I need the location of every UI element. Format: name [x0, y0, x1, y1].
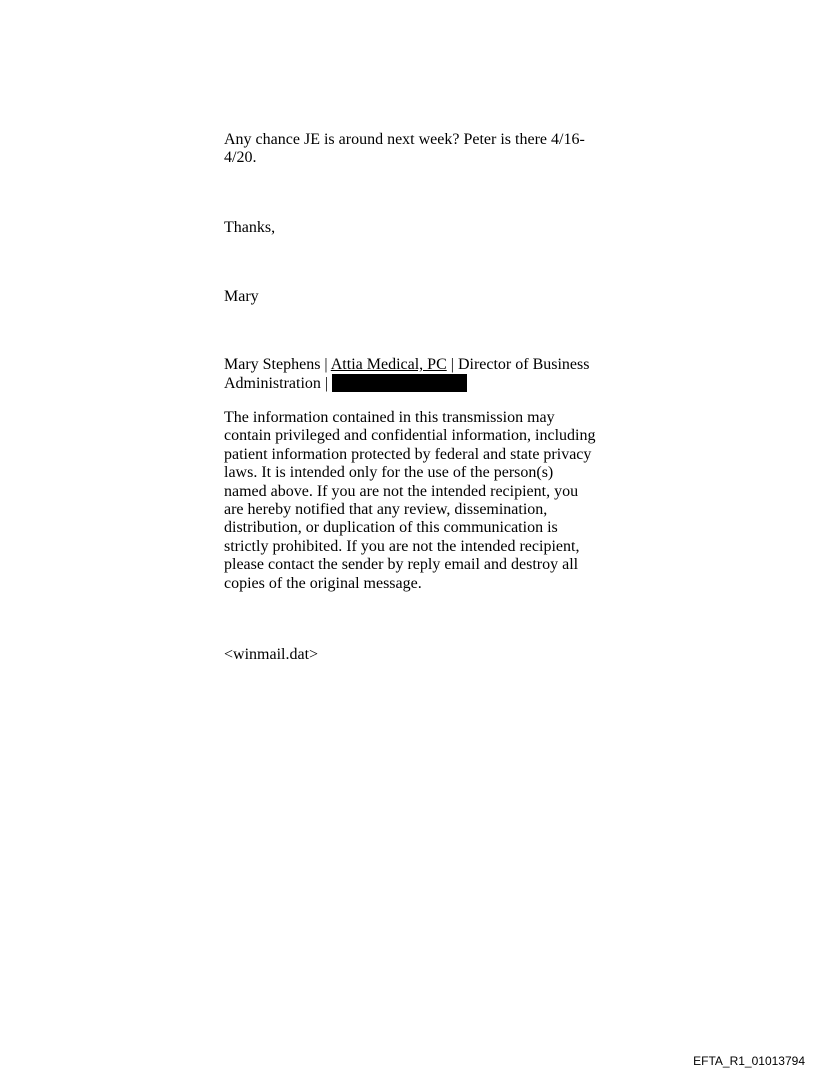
signature-person: Mary Stephens | [224, 356, 331, 373]
signature-title: Director of Business [457, 356, 590, 373]
closing-salutation: Thanks, [224, 219, 276, 236]
attachment-filename[interactable]: <winmail.dat> [224, 646, 319, 663]
email-body-message: Any chance JE is around next week? Peter is there 4/16-4/20. [224, 131, 585, 167]
signature-line-2 [224, 374, 596, 393]
email-signature [224, 356, 596, 394]
redaction-block [332, 374, 467, 392]
signature-title-continued: Administration | [224, 375, 333, 393]
document-id-stamp: EFTA_R1_01013794 [693, 1054, 805, 1068]
signature-line-1 [224, 356, 596, 374]
signature-separator: | [446, 356, 458, 373]
sender-first-name: Mary [224, 288, 259, 305]
company-link[interactable]: Attia Medical, PC [330, 356, 447, 373]
confidentiality-disclaimer: The information contained in this transmission may contain privileged and confidential information, including patient information protected by federal and state privacy laws. It is intended only for the use of the person(s) named above. If you are not the intended recipient, you are hereby notified that any review, dissemination, distribution, or duplication of this communication is strictly prohibited. If you are not the intended recipient, please contact the sender by reply email and destroy all copies of the original message. [224, 409, 596, 592]
